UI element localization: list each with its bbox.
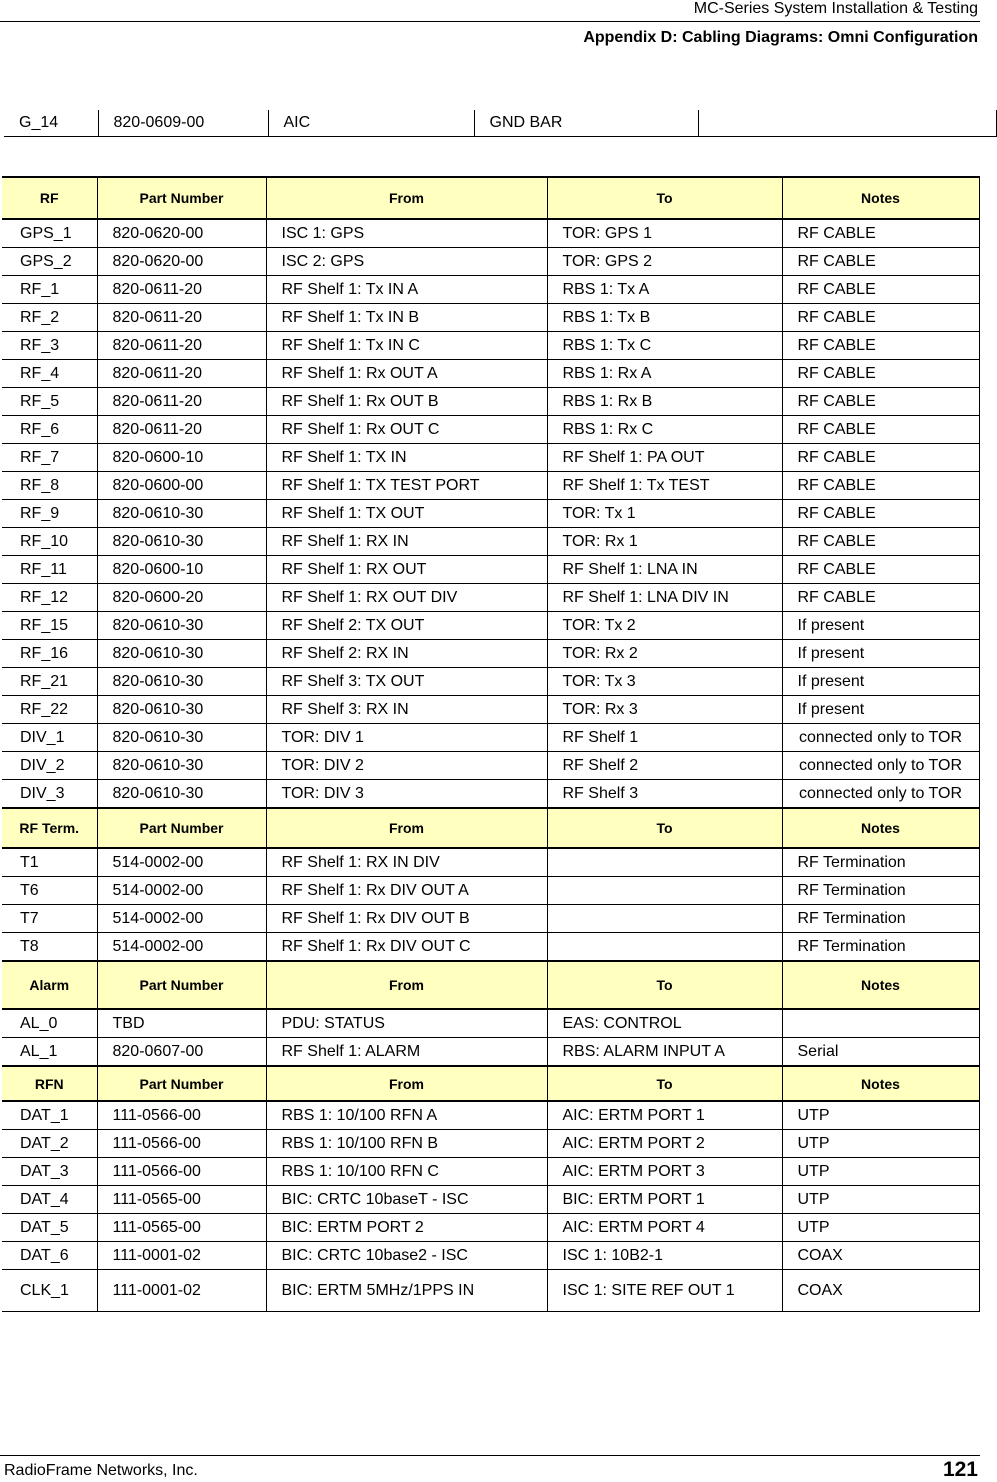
to-cell: RBS 1: Tx B: [547, 304, 782, 332]
from-cell: RF Shelf 1: Rx OUT B: [266, 388, 547, 416]
cable-id: T6: [2, 877, 97, 905]
from-cell: RF Shelf 1: TX TEST PORT: [266, 472, 547, 500]
to-cell: RF Shelf 3: [547, 780, 782, 809]
part-number: 111-0001-02: [97, 1270, 266, 1312]
to-cell: AIC: ERTM PORT 3: [547, 1158, 782, 1186]
cable-id: DAT_1: [2, 1101, 97, 1130]
notes-cell: RF CABLE: [782, 332, 979, 360]
notes-cell: COAX: [782, 1242, 979, 1270]
column-header: RFN: [2, 1066, 97, 1101]
column-header: From: [266, 1066, 547, 1101]
cable-id: RF_22: [2, 696, 97, 724]
notes-cell: RF CABLE: [782, 248, 979, 276]
part-number: 820-0620-00: [97, 248, 266, 276]
column-header: From: [266, 177, 547, 219]
cable-id: AL_0: [2, 1009, 97, 1038]
to-cell: ISC 1: SITE REF OUT 1: [547, 1270, 782, 1312]
notes-cell: UTP: [782, 1158, 979, 1186]
notes-cell: UTP: [782, 1130, 979, 1158]
to-cell: AIC: ERTM PORT 1: [547, 1101, 782, 1130]
to-cell: ISC 1: 10B2-1: [547, 1242, 782, 1270]
table-row: [2, 360, 979, 388]
table-row: [2, 1186, 979, 1214]
part-number: 820-0620-00: [97, 219, 266, 248]
from-cell: RF Shelf 1: TX IN: [266, 444, 547, 472]
column-header: To: [547, 177, 782, 219]
notes-cell: RF Termination: [782, 848, 979, 877]
column-header: Alarm: [2, 961, 97, 1009]
table-row: [2, 332, 979, 360]
notes-cell: RF Termination: [782, 877, 979, 905]
notes-cell: connected only to TOR: [782, 752, 979, 780]
cable-id: RF_6: [2, 416, 97, 444]
column-header: From: [266, 808, 547, 848]
table-row: [2, 556, 979, 584]
from-cell: RF Shelf 1: RX OUT DIV: [266, 584, 547, 612]
notes-cell: RF CABLE: [782, 304, 979, 332]
cable-id: RF_4: [2, 360, 97, 388]
part-number: 820-0610-30: [97, 612, 266, 640]
table-row: [2, 780, 979, 809]
to-cell: RBS: ALARM INPUT A: [547, 1038, 782, 1067]
to-cell: AIC: ERTM PORT 4: [547, 1214, 782, 1242]
from-cell: RF Shelf 2: RX IN: [266, 640, 547, 668]
column-header: To: [547, 1066, 782, 1101]
notes-cell: RF CABLE: [782, 360, 979, 388]
from-cell: TOR: DIV 1: [266, 724, 547, 752]
from-cell: AIC: [268, 110, 474, 137]
notes-cell: Serial: [782, 1038, 979, 1067]
column-header: Notes: [782, 1066, 979, 1101]
part-number: 820-0610-30: [97, 696, 266, 724]
to-cell: TOR: GPS 1: [547, 219, 782, 248]
cable-id: RF_11: [2, 556, 97, 584]
notes-cell: connected only to TOR: [782, 724, 979, 752]
part-number: 820-0610-30: [97, 500, 266, 528]
part-number: 111-0566-00: [97, 1101, 266, 1130]
part-number: 111-0565-00: [97, 1186, 266, 1214]
cable-id: DIV_2: [2, 752, 97, 780]
from-cell: RF Shelf 1: RX IN: [266, 528, 547, 556]
table-row: [2, 724, 979, 752]
column-header: To: [547, 961, 782, 1009]
table-row: [2, 1009, 979, 1038]
notes-cell: RF CABLE: [782, 444, 979, 472]
cable-id: DIV_1: [2, 724, 97, 752]
table-row: [2, 1270, 979, 1312]
to-cell: RBS 1: Rx C: [547, 416, 782, 444]
header-title: MC-Series System Installation & Testing: [693, 0, 978, 17]
notes-cell: RF Termination: [782, 933, 979, 962]
cable-id: DIV_3: [2, 780, 97, 809]
table-row: [2, 248, 979, 276]
part-number: 111-0565-00: [97, 1214, 266, 1242]
from-cell: RBS 1: 10/100 RFN B: [266, 1130, 547, 1158]
table-row: [2, 472, 979, 500]
part-number: 820-0610-30: [97, 752, 266, 780]
to-cell: RBS 1: Rx B: [547, 388, 782, 416]
notes-cell: If present: [782, 668, 979, 696]
notes-cell: RF CABLE: [782, 500, 979, 528]
part-number: 820-0610-30: [97, 668, 266, 696]
from-cell: RF Shelf 1: Rx DIV OUT C: [266, 933, 547, 962]
table-row: [2, 528, 979, 556]
cable-id: DAT_6: [2, 1242, 97, 1270]
cable-id: GPS_1: [2, 219, 97, 248]
cable-id: DAT_2: [2, 1130, 97, 1158]
column-header: Part Number: [97, 1066, 266, 1101]
to-cell: [547, 905, 782, 933]
from-cell: RF Shelf 1: RX OUT: [266, 556, 547, 584]
part-number: 820-0600-10: [97, 444, 266, 472]
cable-id: T7: [2, 905, 97, 933]
table-row: [2, 640, 979, 668]
table-row: [2, 1158, 979, 1186]
from-cell: RF Shelf 1: Tx IN B: [266, 304, 547, 332]
cable-id: AL_1: [2, 1038, 97, 1067]
table-row: [2, 500, 979, 528]
cable-id: DAT_5: [2, 1214, 97, 1242]
part-number: 820-0609-00: [98, 110, 268, 137]
notes-cell: RF CABLE: [782, 528, 979, 556]
notes-cell: If present: [782, 696, 979, 724]
to-cell: BIC: ERTM PORT 1: [547, 1186, 782, 1214]
table-row: [2, 444, 979, 472]
cabling-table: [2, 176, 980, 1312]
to-cell: TOR: Rx 1: [547, 528, 782, 556]
to-cell: TOR: Rx 3: [547, 696, 782, 724]
part-number: 820-0610-30: [97, 640, 266, 668]
table-row: [2, 1214, 979, 1242]
from-cell: RF Shelf 1: Tx IN A: [266, 276, 547, 304]
cable-id: RF_10: [2, 528, 97, 556]
table-row: [2, 668, 979, 696]
table-row: [2, 1038, 979, 1067]
to-cell: RBS 1: Rx A: [547, 360, 782, 388]
from-cell: RF Shelf 3: RX IN: [266, 696, 547, 724]
to-cell: TOR: Tx 1: [547, 500, 782, 528]
from-cell: RBS 1: 10/100 RFN A: [266, 1101, 547, 1130]
to-cell: TOR: Tx 2: [547, 612, 782, 640]
cable-id: RF_7: [2, 444, 97, 472]
to-cell: TOR: GPS 2: [547, 248, 782, 276]
cable-id: DAT_4: [2, 1186, 97, 1214]
from-cell: RF Shelf 1: Rx DIV OUT B: [266, 905, 547, 933]
column-header: Part Number: [97, 808, 266, 848]
to-cell: RF Shelf 1: [547, 724, 782, 752]
table-row: [2, 388, 979, 416]
table-row: [2, 276, 979, 304]
part-number: 820-0610-30: [97, 528, 266, 556]
cable-id: RF_5: [2, 388, 97, 416]
cable-id: GPS_2: [2, 248, 97, 276]
cable-id: CLK_1: [2, 1270, 97, 1312]
cable-id: RF_16: [2, 640, 97, 668]
from-cell: BIC: ERTM 5MHz/1PPS IN: [266, 1270, 547, 1312]
table-row: [2, 612, 979, 640]
to-cell: [547, 848, 782, 877]
notes-cell: RF CABLE: [782, 416, 979, 444]
cable-id: G_14: [4, 110, 98, 137]
table-row: [2, 304, 979, 332]
to-cell: AIC: ERTM PORT 2: [547, 1130, 782, 1158]
part-number: 514-0002-00: [97, 905, 266, 933]
g14-row-table: [4, 110, 997, 137]
cable-id: T1: [2, 848, 97, 877]
from-cell: BIC: CRTC 10base2 - ISC: [266, 1242, 547, 1270]
from-cell: ISC 1: GPS: [266, 219, 547, 248]
cable-id: RF_15: [2, 612, 97, 640]
notes-cell: connected only to TOR: [782, 780, 979, 809]
from-cell: BIC: CRTC 10baseT - ISC: [266, 1186, 547, 1214]
cable-id: RF_3: [2, 332, 97, 360]
notes-cell: UTP: [782, 1101, 979, 1130]
column-header: Part Number: [97, 177, 266, 219]
cable-id: DAT_3: [2, 1158, 97, 1186]
table-row: [2, 933, 979, 962]
part-number: 820-0610-30: [97, 780, 266, 809]
part-number: 111-0001-02: [97, 1242, 266, 1270]
to-cell: [547, 877, 782, 905]
to-cell: GND BAR: [474, 110, 698, 137]
part-number: TBD: [97, 1009, 266, 1038]
to-cell: RF Shelf 1: LNA DIV IN: [547, 584, 782, 612]
cable-id: RF_12: [2, 584, 97, 612]
notes-cell: RF Termination: [782, 905, 979, 933]
from-cell: RF Shelf 1: Rx OUT A: [266, 360, 547, 388]
alarm-header-row: [2, 961, 979, 1009]
part-number: 820-0611-20: [97, 304, 266, 332]
to-cell: [547, 933, 782, 962]
to-cell: RF Shelf 2: [547, 752, 782, 780]
page-number: 121: [942, 1458, 978, 1481]
notes-cell: If present: [782, 640, 979, 668]
to-cell: EAS: CONTROL: [547, 1009, 782, 1038]
header-rule: [0, 21, 980, 22]
part-number: 820-0600-00: [97, 472, 266, 500]
to-cell: RF Shelf 1: PA OUT: [547, 444, 782, 472]
notes-cell: RF CABLE: [782, 556, 979, 584]
column-header: RF: [2, 177, 97, 219]
cable-id: RF_9: [2, 500, 97, 528]
from-cell: RF Shelf 3: TX OUT: [266, 668, 547, 696]
notes-cell: RF CABLE: [782, 388, 979, 416]
from-cell: ISC 2: GPS: [266, 248, 547, 276]
from-cell: RF Shelf 1: TX OUT: [266, 500, 547, 528]
from-cell: RF Shelf 1: ALARM: [266, 1038, 547, 1067]
part-number: 820-0611-20: [97, 388, 266, 416]
rfn-header-row: [2, 1066, 979, 1101]
table-row: [2, 848, 979, 877]
rf-header-row: [2, 177, 979, 219]
from-cell: RF Shelf 1: Tx IN C: [266, 332, 547, 360]
to-cell: RF Shelf 1: Tx TEST: [547, 472, 782, 500]
table-row: [2, 877, 979, 905]
table-row: [2, 416, 979, 444]
column-header: To: [547, 808, 782, 848]
to-cell: RF Shelf 1: LNA IN: [547, 556, 782, 584]
from-cell: TOR: DIV 2: [266, 752, 547, 780]
to-cell: RBS 1: Tx A: [547, 276, 782, 304]
table-row: [2, 905, 979, 933]
notes-cell: RF CABLE: [782, 276, 979, 304]
column-header: From: [266, 961, 547, 1009]
header-subtitle: Appendix D: Cabling Diagrams: Omni Configuration: [583, 29, 978, 46]
table-row: [2, 1242, 979, 1270]
footer-company: RadioFrame Networks, Inc.: [4, 1462, 198, 1479]
column-header: Notes: [782, 961, 979, 1009]
notes-cell: RF CABLE: [782, 472, 979, 500]
part-number: 820-0610-30: [97, 724, 266, 752]
from-cell: PDU: STATUS: [266, 1009, 547, 1038]
to-cell: TOR: Tx 3: [547, 668, 782, 696]
footer-rule: [0, 1455, 980, 1456]
table-row: [2, 1101, 979, 1130]
part-number: 111-0566-00: [97, 1158, 266, 1186]
notes-cell: RF CABLE: [782, 584, 979, 612]
notes-cell: [782, 1009, 979, 1038]
rf-term-header-row: [2, 808, 979, 848]
table-row: [2, 752, 979, 780]
part-number: 514-0002-00: [97, 933, 266, 962]
part-number: 111-0566-00: [97, 1130, 266, 1158]
notes-cell: COAX: [782, 1270, 979, 1312]
part-number: 514-0002-00: [97, 848, 266, 877]
cable-id: RF_1: [2, 276, 97, 304]
cable-id: RF_2: [2, 304, 97, 332]
column-header: Notes: [782, 177, 979, 219]
cable-id: T8: [2, 933, 97, 962]
notes-cell: RF CABLE: [782, 219, 979, 248]
table-row: [2, 696, 979, 724]
notes-cell: UTP: [782, 1214, 979, 1242]
part-number: 820-0611-20: [97, 332, 266, 360]
part-number: 820-0607-00: [97, 1038, 266, 1067]
to-cell: RBS 1: Tx C: [547, 332, 782, 360]
notes-cell: If present: [782, 612, 979, 640]
from-cell: TOR: DIV 3: [266, 780, 547, 809]
table-row: [2, 219, 979, 248]
cable-id: RF_21: [2, 668, 97, 696]
part-number: 820-0611-20: [97, 276, 266, 304]
column-header: Part Number: [97, 961, 266, 1009]
from-cell: RF Shelf 1: Rx DIV OUT A: [266, 877, 547, 905]
from-cell: RF Shelf 1: RX IN DIV: [266, 848, 547, 877]
part-number: 514-0002-00: [97, 877, 266, 905]
notes-cell: [698, 110, 996, 137]
table-row: [2, 584, 979, 612]
to-cell: TOR: Rx 2: [547, 640, 782, 668]
part-number: 820-0600-10: [97, 556, 266, 584]
from-cell: BIC: ERTM PORT 2: [266, 1214, 547, 1242]
column-header: Notes: [782, 808, 979, 848]
from-cell: RBS 1: 10/100 RFN C: [266, 1158, 547, 1186]
column-header: RF Term.: [2, 808, 97, 848]
notes-cell: UTP: [782, 1186, 979, 1214]
from-cell: RF Shelf 1: Rx OUT C: [266, 416, 547, 444]
table-row: [2, 1130, 979, 1158]
table-row: [4, 110, 996, 137]
part-number: 820-0600-20: [97, 584, 266, 612]
part-number: 820-0611-20: [97, 416, 266, 444]
part-number: 820-0611-20: [97, 360, 266, 388]
cable-id: RF_8: [2, 472, 97, 500]
from-cell: RF Shelf 2: TX OUT: [266, 612, 547, 640]
